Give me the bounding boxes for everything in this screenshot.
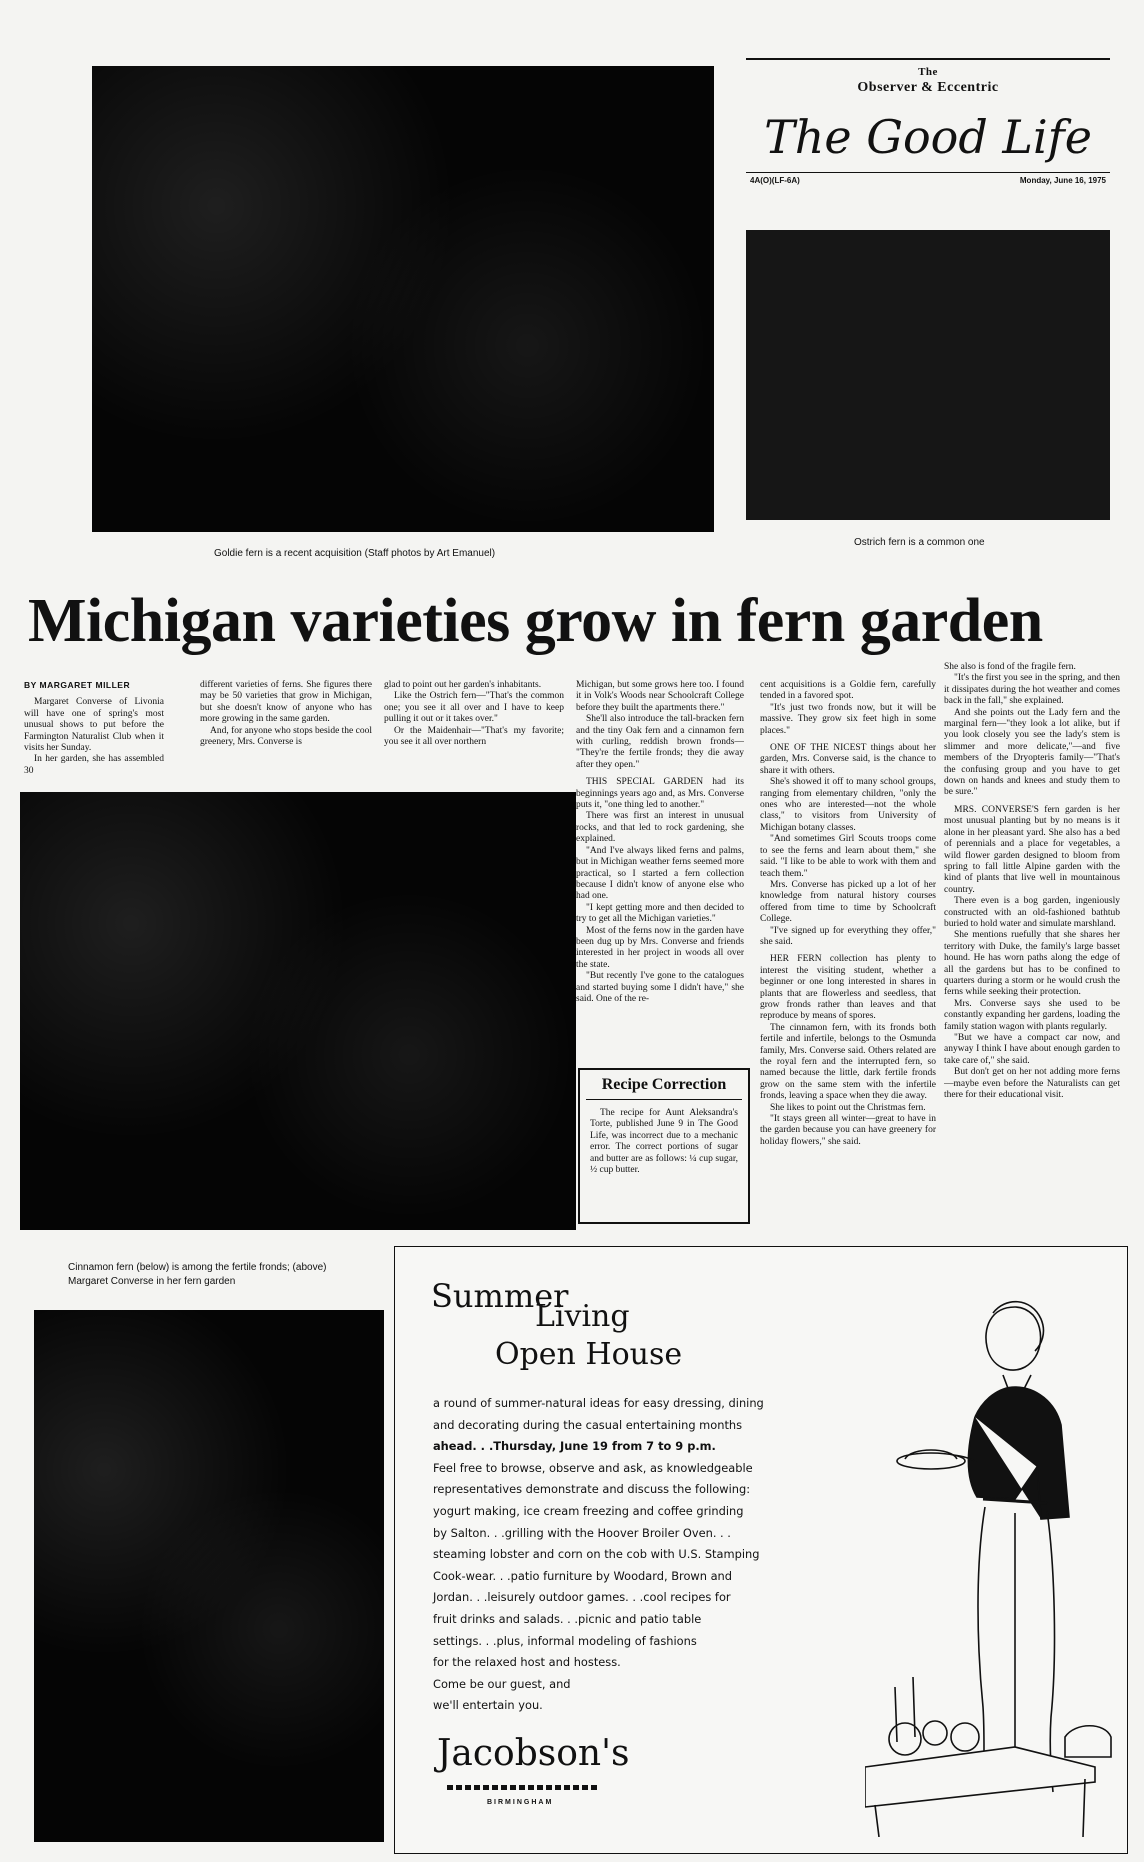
article-paragraph: "I kept getting more and then decided to try to get all the Michigan varieties."	[576, 902, 744, 925]
ostrich-fern-photo	[746, 230, 1110, 520]
ad-body-line: we'll entertain you.	[433, 1698, 543, 1713]
ostrich-fern-caption: Ostrich fern is a common one	[854, 537, 985, 548]
ad-body-line: yogurt making, ice cream freezing and coffee grinding	[433, 1503, 744, 1518]
article-paragraph: "And sometimes Girl Scouts troops come to see the ferns and learn about them," she said. "I like to be able to work with them and teach them."	[760, 834, 936, 879]
article-paragraph: ONE OF THE NICEST things about her garden, Mrs. Converse said, is the chance to share it with others.	[760, 743, 936, 776]
recipe-correction-body	[580, 1100, 748, 1216]
article-paragraph: There even is a bog garden, ingeniously constructed with an old-fashioned bathtub buried to hold water and simulate marshland.	[944, 896, 1120, 929]
article-paragraph: Most of the ferns now in the garden have been dug up by Mrs. Converse and friends interested in her project in woods all over the state.	[576, 925, 744, 970]
masthead-top-rule	[746, 58, 1110, 60]
article-paragraph: different varieties of ferns. She figures there may be 50 varieties that grow in Michigan, but she doesn't know of anyone who has more growing in the same garden.	[200, 680, 372, 725]
article-paragraph: "It's the first you see in the spring, and then it dissipates during the hot weather and comes back in the fall," she explained.	[944, 673, 1120, 707]
ad-body-line: Feel free to browse, observe and ask, as knowledgeable	[433, 1460, 753, 1475]
byline: BY MARGARET MILLER	[24, 680, 131, 690]
recipe-correction-box	[578, 1068, 750, 1224]
ad-body-line: a round of summer-natural ideas for easy dressing, dining	[433, 1396, 764, 1410]
headline: Michigan varieties grow in fern garden	[28, 587, 1043, 655]
store-location: BIRMINGHAM	[487, 1799, 554, 1806]
ad-title-living: Living	[535, 1299, 630, 1334]
article-paragraph: glad to point out her garden's inhabitants.	[384, 680, 542, 690]
article-paragraph: Like the Ostrich fern—"That's the common one; you see it all over and I have to keep pulling it out or it takes over."	[384, 691, 564, 725]
ad-body-line: ahead. . .Thursday, June 19 from 7 to 9 p.m.	[433, 1439, 716, 1454]
recipe-correction-title: Recipe Correction	[586, 1070, 742, 1100]
article-column-6	[944, 662, 1120, 1220]
ad-body-line: for the relaxed host and hostess.	[433, 1655, 621, 1670]
goldie-fern-photo	[92, 66, 714, 532]
cinnamon-fern-photo	[34, 1310, 384, 1842]
article-paragraph: She'll also introduce the tall-bracken fern and the tiny Oak fern and a cinnamon fern with curling, reddish brown fronds— "They're the fertile fronds; they die away after they open."	[576, 714, 744, 770]
article-paragraph: "It stays green all winter—great to have in the garden because you can have greenery for holiday flowers," she said.	[760, 1114, 936, 1147]
ad-body-line: Jordan. . .leisurely outdoor games. . .cool recipes for	[433, 1590, 731, 1605]
margaret-converse-photo	[20, 792, 576, 1230]
article-paragraph: She's showed it off to many school groups, ranging from elementary children, "only the ones who are interested—not the whole class," to visitors from University of Michigan botany classes.	[760, 777, 936, 833]
cinnamon-fern-caption-line1: Cinnamon fern (below) is among the fertile fronds; (above)	[68, 1262, 327, 1273]
article-paragraph: And she points out the Lady fern and the marginal fern—"they look a lot alike, but if you look closely you see the lady's stem is slimmer and more delicate,"—and five members of the Dryopteris family—"That's the confusing group and you have to get down on hands and knees and study them to be sure."	[944, 707, 1120, 798]
article-paragraph: Margaret Converse of Livonia will have one of spring's most unusual shows to put before the Farmington Naturalist Club when it visits her Sunday.	[24, 697, 164, 754]
article-paragraph: cent acquisitions is a Goldie fern, carefully tended in a favored spot.	[760, 680, 936, 702]
ad-body-line: by Salton. . .grilling with the Hoover Broiler Oven. . .	[433, 1525, 731, 1540]
masthead-bottom-rule	[746, 172, 1110, 173]
article-paragraph: She mentions ruefully that she shares her territory with Duke, the family's large basset hound. He has worn paths along the edge of all the gardens but has to be confined to quarters during a storm or he would crush the ferns while seeking their protection.	[944, 930, 1120, 998]
article-column-5	[760, 680, 936, 1220]
ad-body-line: settings. . .plus, informal modeling of fashions	[433, 1633, 697, 1648]
article-paragraph: And, for anyone who stops beside the cool greenery, Mrs. Converse is	[200, 725, 372, 748]
section-name: The Good Life	[764, 110, 1092, 164]
article-paragraph: "But we have a compact car now, and anyway I think I have about enough garden to take care of," she said.	[944, 1033, 1120, 1066]
ad-body-line: representatives demonstrate and discuss the following:	[433, 1482, 751, 1497]
article-paragraph: Mrs. Converse has picked up a lot of her knowledge from natural history courses offered from time to time by Schoolcraft College.	[760, 879, 936, 925]
ad-body-line: fruit drinks and salads. . .picnic and patio table	[433, 1611, 702, 1626]
article-paragraph: "But recently I've gone to the catalogues and started buying some I didn't have," she said. One of the re-	[576, 971, 744, 1004]
article-paragraph: Or the Maidenhair—"That's my favorite; you see it all over northern	[384, 725, 564, 748]
article-paragraph: Michigan, but some grows here too. I found it in Volk's Woods near Schoolcraft College before they built the apartments there."	[576, 680, 744, 713]
ad-body-line: and decorating during the casual entertaining months	[433, 1417, 743, 1432]
article-column-1	[24, 680, 164, 790]
article-paragraph: Mrs. Converse says she used to be constantly expanding her gardens, loading the family station wagon with plants regularly.	[944, 998, 1120, 1032]
article-paragraph: MRS. CONVERSE'S fern garden is her most unusual planting but by no means is it alone in her pleasant yard. She also has a bed of perennials and a place for vegetables, a wild flower garden designed to bloom from spring to fall little Alpine garden with the kind of plants that live well in mountainous country.	[944, 804, 1120, 895]
ad-body-line: Come be our guest, and	[433, 1676, 571, 1691]
article-paragraph: She likes to point out the Christmas fern.	[770, 1102, 926, 1113]
article-paragraph: "I've signed up for everything they offer," she said.	[760, 925, 936, 947]
goldie-fern-caption: Goldie fern is a recent acquisition (Staff photos by Art Emanuel)	[214, 548, 496, 559]
ad-title-open-house: Open House	[495, 1337, 683, 1372]
article-paragraph: She also is fond of the fragile fern.	[944, 662, 1076, 672]
article-column-3	[384, 680, 564, 790]
paper-name: Observer & Eccentric	[857, 80, 999, 95]
paper-name-line1: The	[918, 66, 938, 78]
jacobsons-advertisement	[394, 1246, 1128, 1854]
article-paragraph: THIS SPECIAL GARDEN had its beginnings years ago and, as Mrs. Converse puts it, "one thing led to another."	[576, 777, 744, 811]
ad-body	[433, 1393, 873, 1717]
article-paragraph: "It's just two fronds now, but it will be massive. They grow six feet high in some places."	[760, 702, 936, 736]
article-paragraph: "And I've always liked ferns and palms, but in Michigan weather ferns seemed more practical, so I started a fern collection because I didn't know of anyone else who had one.	[576, 845, 744, 902]
folio-left: 4A(O)(LF-6A)	[750, 176, 800, 185]
ad-title-summer: Summer	[431, 1277, 569, 1315]
cinnamon-fern-caption-line2: Margaret Converse in her fern garden	[68, 1276, 236, 1287]
recipe-correction-text: The recipe for Aunt Aleksandra's Torte, published June 9 in The Good Life, was incorrect due to a mechanic error. The correct portions of sugar and butter are as follows: ¼ cup sugar, ½ cup butter.	[590, 1108, 738, 1176]
folio-date: Monday, June 16, 1975	[1019, 176, 1106, 185]
article-paragraph: There was first an interest in unusual rocks, and that led to rock gardening, she explained.	[576, 811, 744, 845]
ad-ornament-band	[447, 1785, 597, 1790]
article-paragraph: But don't get on her not adding more ferns—maybe even before the Naturalists can get there for their educational visit.	[944, 1067, 1120, 1101]
ad-body-line: steaming lobster and corn on the cob with U.S. Stamping	[433, 1547, 760, 1562]
hostess-illustration	[865, 1267, 1115, 1837]
article-paragraph: HER FERN collection has plenty to interest the visiting student, whether a beginner or one long interested in shares in plants that are flowerless and seedless, that grow fronds rather than leaves and that reproduce by means of spores.	[760, 954, 936, 1022]
jacobsons-logo: Jacobson's	[437, 1733, 630, 1774]
article-paragraph: In her garden, she has assembled 30	[24, 754, 164, 776]
article-paragraph: The cinnamon fern, with its fronds both fertile and infertile, belongs to the Osmunda family, Mrs. Converse said. Others related are the royal fern and the interrupted fern, so named because the little, dark fertile fronds grow on the same stem with the infertile fronds, leaving a space when they die away.	[760, 1022, 936, 1102]
article-column-2	[200, 680, 372, 790]
ad-body-line: Cook-wear. . .patio furniture by Woodard, Brown and	[433, 1568, 733, 1583]
